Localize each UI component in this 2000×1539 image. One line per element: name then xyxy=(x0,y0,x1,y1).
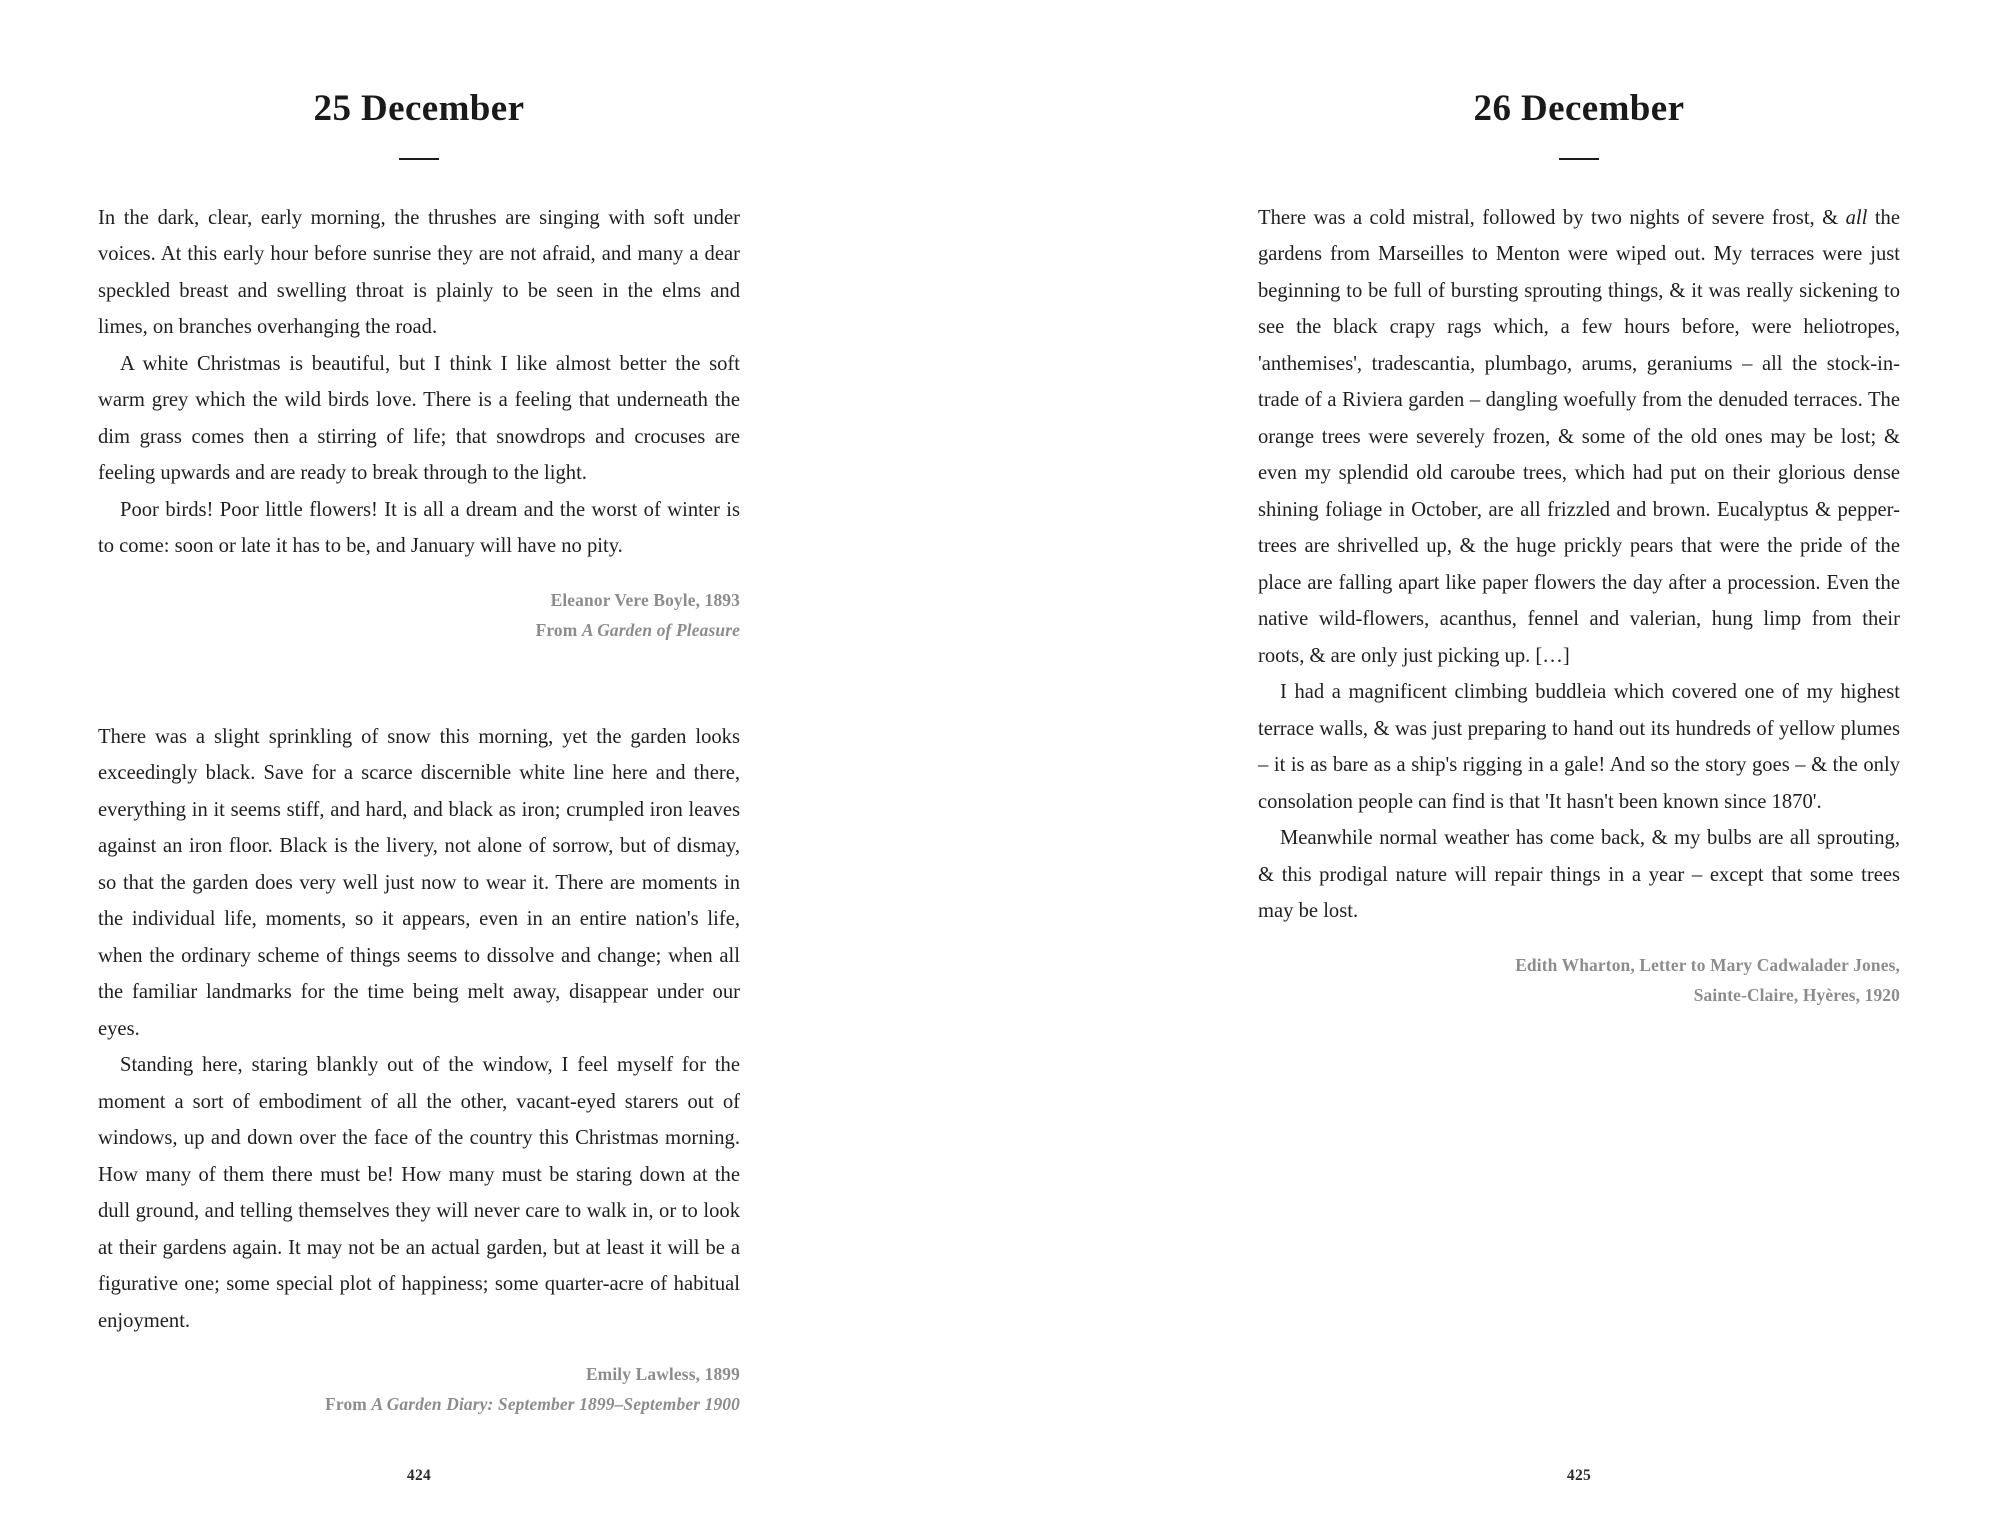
heading-divider xyxy=(1559,158,1599,160)
paragraph: I had a magnificent climbing buddleia which covered one of my highest terrace walls, & was just preparing to hand out its hundreds of yellow plumes – it is as bare as a ship's rigging in a gale! And so the story goes – & the only consolation people can find is that 'It hasn't been known since 1870'. xyxy=(1258,681,1900,813)
right-page xyxy=(1000,0,2000,1539)
paragraph: A white Christmas is beautiful, but I think I like almost better the soft warm grey which the wild birds love. There is a feeling that underneath the dim grass comes then a stirring of life; that snowdrops and crocuses are feeling upwards and are ready to break through to the light. xyxy=(98,352,740,485)
paragraph: There was a cold mistral, followed by two nights of severe frost, & all the gardens from Marseilles to Menton were wiped out. My terraces were just beginning to be full of bursting sprouting things, & it was really sickening to see the black crapy rags which, a few hours before, were heliotropes, 'anthemises', tradescantia, plumbago, arums, geraniums – all the stock-in-trade of a Riviera garden – dangling woefully from the denuded terraces. The orange trees were severely frozen, & some of the old ones may be lost; & even my splendid old caroube trees, which had put on their glorious dense shining foliage in October, are all frizzled and brown. Eucalyptus & pepper-trees are shrivelled up, & the huge prickly pears that were the pride of the place are falling apart like paper flowers the day after a procession. Even the native wild-flowers, acanthus, fennel and valerian, hung limp from their roots, & are only just picking up. […] xyxy=(1258,206,1900,667)
left-page-text-block xyxy=(98,0,740,1539)
attribution-place: Sainte-Claire, Hyères, 1920 xyxy=(1693,984,1900,1005)
page-number: 425 xyxy=(1566,1467,1592,1484)
right-page-text-block xyxy=(1258,0,1900,1539)
paragraph: There was a slight sprinkling of snow this morning, yet the garden looks exceedingly black. Save for a scarce discernible white line here and there, everything in it seems stiff, and hard, and black as iron; crumpled iron leaves against an iron floor. Black is the livery, not alone of sorrow, but of dismay, so that the garden does very well just now to wear it. There are moments in the individual life, moments, so it appears, even in an entire nation's life, when the ordinary scheme of things seems to dissolve and change; when all the familiar landmarks for the time being melt away, disappear under our eyes. xyxy=(98,725,740,1040)
page-number: 424 xyxy=(406,1467,432,1484)
attribution xyxy=(98,1359,740,1419)
attribution xyxy=(1258,950,1900,1010)
paragraph: Meanwhile normal weather has come back, & my bulbs are all sprouting, & this prodigal nature will repair things in a year – except that some trees may be lost. xyxy=(1258,827,1900,923)
attribution-author: Edith Wharton, Letter to Mary Cadwalader Jones, xyxy=(1515,954,1900,975)
attribution-source xyxy=(98,615,740,645)
attribution-source-title: A Garden of Pleasure xyxy=(581,619,740,640)
heading-divider xyxy=(399,158,439,160)
attribution-author: Eleanor Vere Boyle, 1893 xyxy=(550,589,740,610)
paragraph: Poor birds! Poor little flowers! It is all a dream and the worst of winter is to come: soon or late it has to be, and January will have no pity. xyxy=(98,498,740,558)
diary-entry xyxy=(1258,200,1900,1010)
attribution-author: Emily Lawless, 1899 xyxy=(585,1364,740,1385)
emphasis-text: all xyxy=(1845,206,1868,229)
attribution-source-prefix: From xyxy=(535,619,582,640)
paragraph: In the dark, clear, early morning, the thrushes are singing with soft under voices. At this early hour before sunrise they are not afraid, and many a dear speckled breast and swelling throat is plainly to be seen in the elms and limes, on branches overhanging the road. xyxy=(98,206,740,339)
diary-entry xyxy=(98,719,740,1420)
page-title: 26 December xyxy=(1473,88,1685,129)
attribution xyxy=(98,585,740,645)
paragraph: Standing here, staring blankly out of the window, I feel myself for the moment a sort of embodiment of all the other, vacant-eyed starers out of windows, up and down over the face of the country this Christmas morning. How many of them there must be! How many must be staring down at the dull ground, and telling themselves they will never care to walk in, or to look at their gardens again. It may not be an actual garden, but at least it will be a figurative one; some special plot of happiness; some quarter-acre of habitual enjoyment. xyxy=(98,1054,740,1332)
diary-entry xyxy=(98,200,740,645)
attribution-source xyxy=(98,1389,740,1419)
attribution-source-title: A Garden Diary: September 1899–September 1900 xyxy=(371,1394,740,1415)
page-title: 25 December xyxy=(313,88,525,129)
attribution-source-prefix: From xyxy=(325,1394,372,1415)
